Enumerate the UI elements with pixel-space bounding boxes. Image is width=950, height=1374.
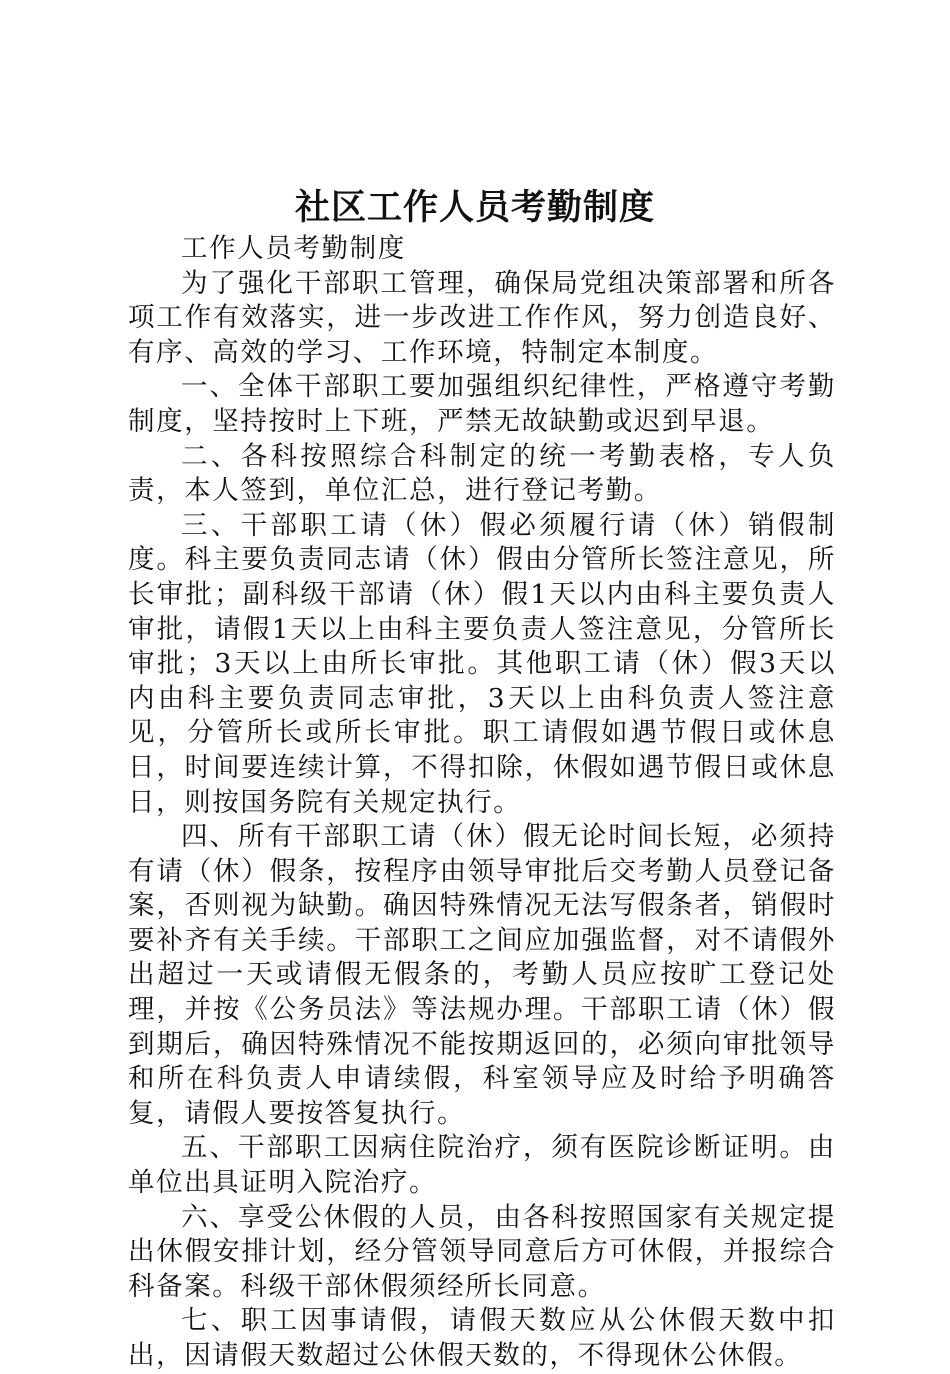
paragraph-item-6: 六、享受公休假的人员，由各科按照国家有关规定提出休假安排计划，经分管领导同意后方可休假，并报综合科备案。科级干部休假须经所长同意。 [128,1201,836,1302]
document-title: 社区工作人员考勤制度 [294,187,655,228]
paragraph-intro: 为了强化干部职工管理，确保局党组决策部署和所各项工作有效落实，进一步改进工作作风，努力创造良好、有序、高效的学习、工作环境，特制定本制度。 [128,267,836,368]
paragraph-item-7: 七、职工因事请假，请假天数应从公休假天数中扣出，因请假天数超过公休假天数的，不得现休公休假。 [128,1305,836,1371]
paragraph-item-1: 一、全体干部职工要加强组织纪律性，严格遵守考勤制度，坚持按时上下班，严禁无故缺勤或迟到早退。 [128,371,836,437]
paragraph-item-5: 五、干部职工因病住院治疗，须有医院诊断证明。由单位出具证明入院治疗。 [128,1132,836,1199]
paragraph-subtitle: 工作人员考勤制度 [181,233,406,264]
paragraph-item-4: 四、所有干部职工请（休）假无论时间长短，必须持有请（休）假条，按程序由领导审批后交考勤人员登记备案，否则视为缺勤。确因特殊情况无法写假条者，销假时要补齐有关手续。干部职工之间应加强监督，对不请假外出超过一天或请假无假条的，考勤人员应按旷工登记处理，并按《公务员法》等法规办理。干部职工请（休）假到期后，确因特殊情况不能按期返回的，必须向审批领导和所在科负责人申请续假，科室领导应及时给予明确答复，请假人要按答复执行。 [128,821,836,1129]
document-body [128,232,836,1374]
paragraph-item-2: 二、各科按照综合科制定的统一考勤表格，专人负责，本人签到，单位汇总，进行登记考勤。 [128,440,836,507]
paragraph-item-3: 三、干部职工请（休）假必须履行请（休）销假制度。科主要负责同志请（休）假由分管所长签注意见，所长审批；副科级干部请（休）假1天以内由科主要负责人审批，请假1天以上由科主要负责人签注意见，分管所长审批；3天以上由所长审批。其他职工请（休）假3天以内由科主要负责同志审批，3天以上由科负责人签注意见，分管所长或所长审批。职工请假如遇节假日或休息日，时间要连续计算，不得扣除，休假如遇节假日或休息日，则按国务院有关规定执行。 [128,509,836,818]
